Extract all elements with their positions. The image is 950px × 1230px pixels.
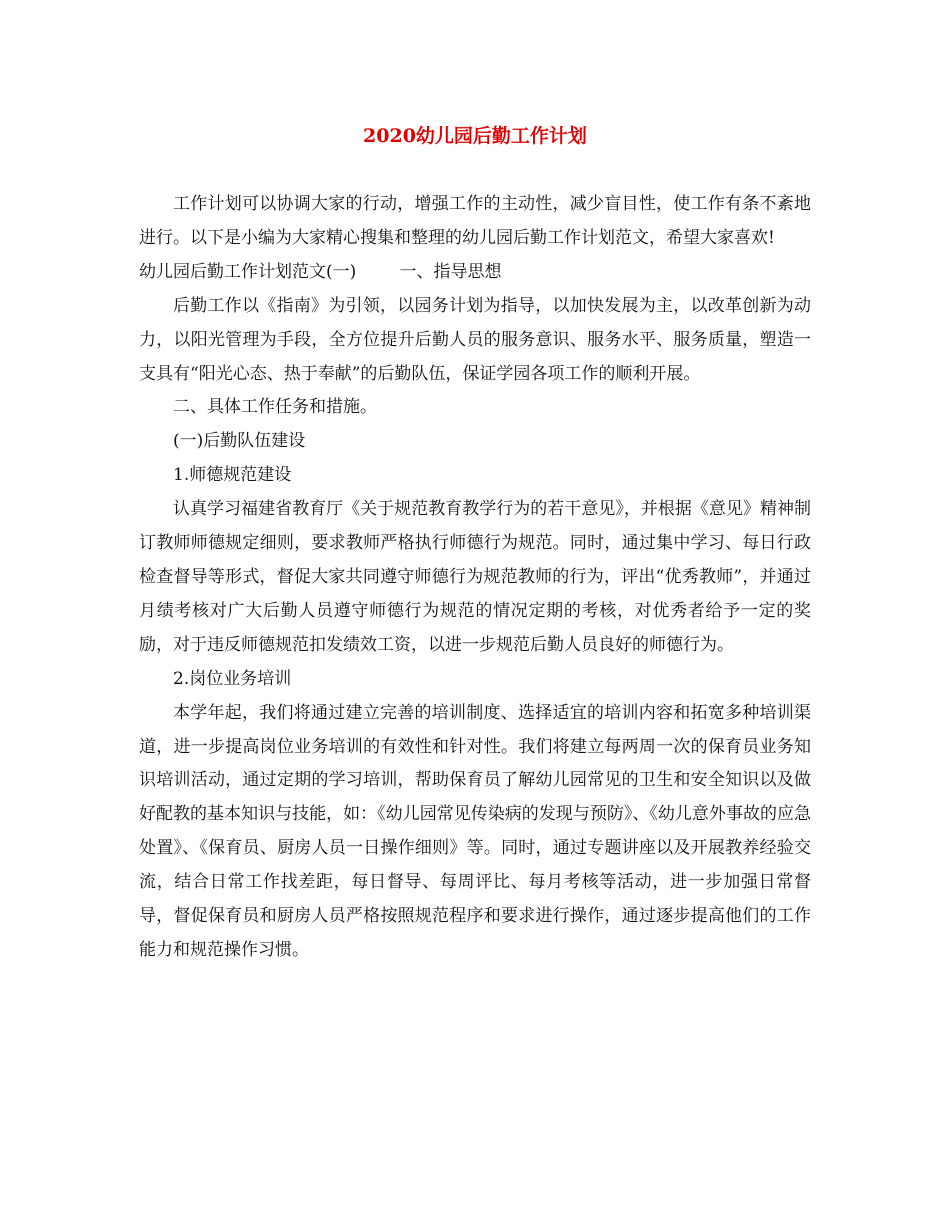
- paragraph-team-building-heading: (一)后勤队伍建设: [173, 431, 306, 452]
- paragraph-intro: 工作计划可以协调大家的行动，增强工作的主动性，减少盲目性，使工作有条不紊地进行。以下是小编为大家精心搜集和整理的幼儿园后勤工作计划范文，希望大家喜欢!: [139, 194, 811, 248]
- paragraph-training-body: 本学年起，我们将通过建立完善的培训制度、选择适宜的培训内容和拓宽多种培训渠道，进一步提高岗位业务培训的有效性和针对性。我们将建立每两周一次的保育员业务知识培训活动，通过定期的学习培训，帮助保育员了解幼儿园常见的卫生和安全知识以及做好配教的基本知识与技能，如：《幼儿园常见传染病的发现与预防》、《幼儿意外事故的应急处置》、《保育员、厨房人员一日操作细则》等。同时，通过专题讲座以及开展教养经验交流，结合日常工作找差距，每日督导、每周评比、每月考核等活动，进一步加强日常督导，督促保育员和厨房人员严格按照规范程序和要求进行操作，通过逐步提高他们的工作能力和规范操作习惯。: [139, 702, 811, 960]
- paragraph-section-heading: 幼儿园后勤工作计划范文(一) 一、指导思想: [139, 261, 502, 282]
- paragraph-tasks-heading: 二、具体工作任务和措施。: [173, 397, 377, 418]
- document-body: [139, 188, 811, 968]
- paragraph-ethics-body: 认真学习福建省教育厅《关于规范教育教学行为的若干意见》，并根据《意见》精神制订教师师德规定细则，要求教师严格执行师德行为规范。同时，通过集中学习、每日行政检查督导等形式，督促大家共同遵守师德行为规范教师的行为，评出“优秀教师”，并通过月绩考核对广大后勤人员遵守师德行为规范的情况定期的考核，对优秀者给予一定的奖励，对于违反师德规范扣发绩效工资，以进一步规范后勤人员良好的师德行为。: [139, 499, 811, 655]
- paragraph-ethics-heading: 1.师德规范建设: [173, 465, 292, 486]
- paragraph-guiding-thought: 后勤工作以《指南》为引领，以园务计划为指导，以加快发展为主，以改革创新为动力，以阳光管理为手段，全方位提升后勤人员的服务意识、服务水平、服务质量，塑造一支具有“阳光心态、热于奉献”的后勤队伍，保证学园各项工作的顺利开展。: [139, 295, 811, 384]
- paragraph-training-heading: 2.岗位业务培训: [173, 668, 292, 689]
- document-title: 2020幼儿园后勤工作计划: [363, 125, 587, 147]
